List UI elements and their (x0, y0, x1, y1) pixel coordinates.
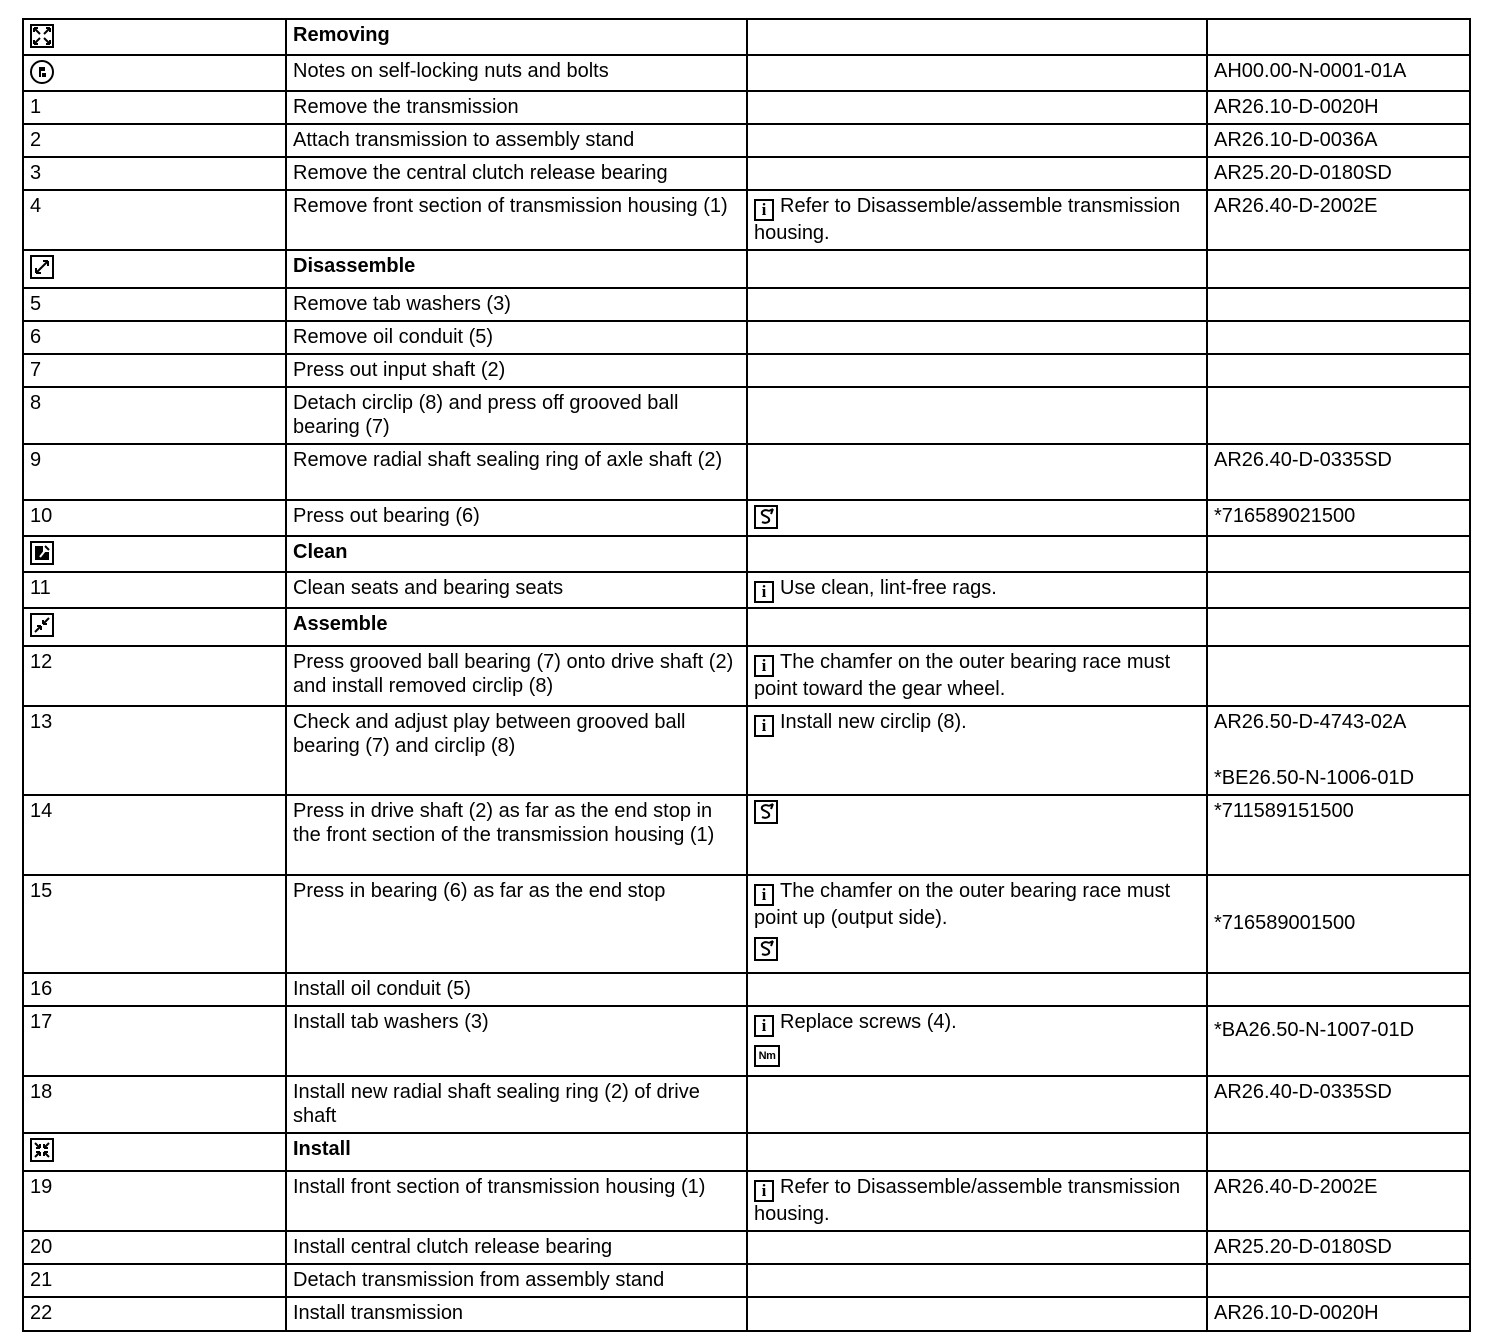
doc-reference-link[interactable]: AR26.40-D-0335SD (1207, 1076, 1470, 1133)
table-row (23, 875, 1470, 973)
work-step: Remove the central clutch release bearing (286, 157, 747, 190)
table-row (23, 1171, 1470, 1231)
work-step: Press in drive shaft (2) as far as the end stop in the front section of the transmission housing (1) (286, 795, 747, 875)
doc-reference-link[interactable]: AR25.20-D-0180SD (1207, 157, 1470, 190)
section-row-clean (23, 536, 1470, 572)
section-row-install (23, 1133, 1470, 1171)
work-step: Install oil conduit (5) (286, 973, 747, 1006)
work-step: Remove front section of transmission housing (1) (286, 190, 747, 250)
info-icon: i (754, 655, 774, 677)
info-icon: i (754, 1015, 774, 1037)
step-number: 3 (23, 157, 286, 190)
table-row (23, 706, 1470, 795)
step-number: 15 (23, 875, 286, 973)
step-number: 8 (23, 387, 286, 444)
table-row (23, 124, 1470, 157)
assemble-section-icon (30, 613, 54, 637)
section-row-disassemble (23, 250, 1470, 288)
note-text: Replace screws (4). (780, 1011, 957, 1033)
doc-reference-link[interactable]: *BE26.50-N-1006-01D (1214, 767, 1415, 789)
section-title: Clean (286, 536, 747, 572)
tool-number: *716589021500 (1207, 500, 1470, 536)
note-text: Use clean, lint-free rags. (780, 577, 997, 599)
table-row (23, 646, 1470, 706)
self-locking-nut-icon (30, 60, 54, 84)
table-row (23, 1076, 1470, 1133)
section-row-removing (23, 19, 1470, 55)
tool-number: *711589151500 (1207, 795, 1470, 875)
table-row (23, 288, 1470, 321)
step-number: 22 (23, 1297, 286, 1331)
table-row (23, 795, 1470, 875)
special-tool-icon (754, 937, 778, 961)
table-row (23, 354, 1470, 387)
table-row (23, 444, 1470, 500)
note-text: The chamfer on the outer bearing race must point up (output side). (754, 880, 1171, 929)
table-row (23, 500, 1470, 536)
table-row (23, 190, 1470, 250)
work-step: Remove the transmission (286, 91, 747, 124)
doc-reference-link[interactable]: AR26.10-D-0020H (1207, 1297, 1470, 1331)
work-step: Install central clutch release bearing (286, 1231, 747, 1264)
removing-section-icon (30, 24, 54, 48)
doc-reference-link[interactable]: AR26.40-D-2002E (1207, 1171, 1470, 1231)
info-icon: i (754, 1180, 774, 1202)
torque-icon: Nm (754, 1045, 780, 1067)
clean-section-icon (30, 541, 54, 565)
step-number: 21 (23, 1264, 286, 1297)
step-number: 6 (23, 321, 286, 354)
step-number: 1 (23, 91, 286, 124)
table-row (23, 91, 1470, 124)
work-step: Press grooved ball bearing (7) onto drive shaft (2) and install removed circlip (8) (286, 646, 747, 706)
work-step: Attach transmission to assembly stand (286, 124, 747, 157)
work-step: Press out bearing (6) (286, 500, 747, 536)
info-icon: i (754, 884, 774, 906)
table-row (23, 1264, 1470, 1297)
step-number: 17 (23, 1006, 286, 1076)
table-row (23, 572, 1470, 608)
doc-reference-link[interactable]: *BA26.50-N-1007-01D (1214, 1019, 1415, 1041)
section-row-assemble (23, 608, 1470, 646)
step-number: 14 (23, 795, 286, 875)
doc-reference-link[interactable]: AR26.40-D-0335SD (1207, 444, 1470, 500)
disassemble-section-icon (30, 255, 54, 279)
step-number: 9 (23, 444, 286, 500)
note-text: The chamfer on the outer bearing race must point toward the gear wheel. (754, 651, 1171, 700)
table-row (23, 157, 1470, 190)
step-number: 7 (23, 354, 286, 387)
work-step: Press out input shaft (2) (286, 354, 747, 387)
section-title: Removing (286, 19, 747, 55)
step-number: 13 (23, 706, 286, 795)
procedure-table (22, 18, 1471, 1332)
step-number: 5 (23, 288, 286, 321)
note-text: Refer to Disassemble/assemble transmission housing. (754, 1176, 1181, 1225)
work-step: Remove tab washers (3) (286, 288, 747, 321)
table-row (23, 1006, 1470, 1076)
work-step: Remove oil conduit (5) (286, 321, 747, 354)
work-step: Notes on self-locking nuts and bolts (286, 55, 747, 91)
table-row (23, 973, 1470, 1006)
work-step: Detach circlip (8) and press off grooved ball bearing (7) (286, 387, 747, 444)
table-row (23, 1297, 1470, 1331)
work-step: Install transmission (286, 1297, 747, 1331)
step-number: 19 (23, 1171, 286, 1231)
doc-reference-link[interactable]: AH00.00-N-0001-01A (1207, 55, 1470, 91)
install-section-icon (30, 1138, 54, 1162)
step-number: 20 (23, 1231, 286, 1264)
work-step: Install tab washers (3) (286, 1006, 747, 1076)
section-title: Disassemble (286, 250, 747, 288)
doc-reference-link[interactable]: AR26.40-D-2002E (1207, 190, 1470, 250)
section-title: Install (286, 1133, 747, 1171)
step-number: 12 (23, 646, 286, 706)
section-title: Assemble (286, 608, 747, 646)
step-number: 4 (23, 190, 286, 250)
tool-number: *716589001500 (1214, 912, 1356, 934)
table-row (23, 387, 1470, 444)
info-icon: i (754, 581, 774, 603)
doc-reference-link[interactable]: AR25.20-D-0180SD (1207, 1231, 1470, 1264)
special-tool-icon (754, 800, 778, 824)
work-step: Install new radial shaft sealing ring (2) of drive shaft (286, 1076, 747, 1133)
work-step: Check and adjust play between grooved ball bearing (7) and circlip (8) (286, 706, 747, 795)
doc-reference-link[interactable]: AR26.10-D-0020H (1207, 91, 1470, 124)
work-step: Clean seats and bearing seats (286, 572, 747, 608)
work-step: Press in bearing (6) as far as the end stop (286, 875, 747, 973)
table-row (23, 1231, 1470, 1264)
info-icon: i (754, 715, 774, 737)
note-text: Install new circlip (8). (780, 711, 967, 733)
special-tool-icon (754, 505, 778, 529)
info-icon: i (754, 199, 774, 221)
step-number: 16 (23, 973, 286, 1006)
table-row (23, 321, 1470, 354)
doc-reference-link[interactable]: AR26.50-D-4743-02A (1214, 711, 1407, 733)
doc-reference-link[interactable]: AR26.10-D-0036A (1207, 124, 1470, 157)
step-number: 11 (23, 572, 286, 608)
step-number: 10 (23, 500, 286, 536)
table-row (23, 55, 1470, 91)
note-text: Refer to Disassemble/assemble transmission housing. (754, 195, 1181, 244)
work-step: Install front section of transmission housing (1) (286, 1171, 747, 1231)
step-number: 18 (23, 1076, 286, 1133)
step-number: 2 (23, 124, 286, 157)
work-step: Detach transmission from assembly stand (286, 1264, 747, 1297)
work-step: Remove radial shaft sealing ring of axle shaft (2) (286, 444, 747, 500)
